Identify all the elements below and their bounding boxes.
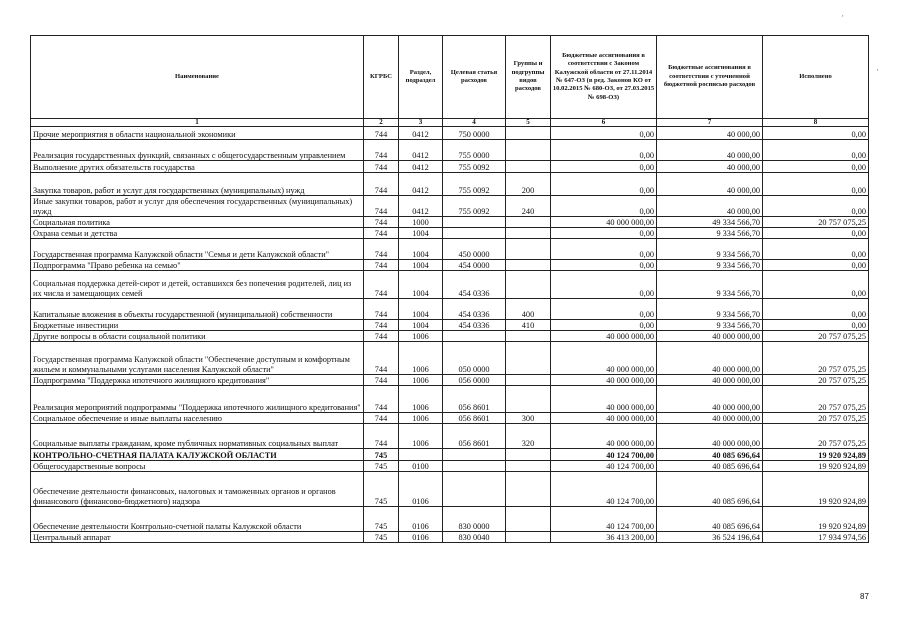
row-section: 1006 bbox=[399, 331, 443, 342]
row-target bbox=[443, 472, 506, 507]
row-refined-amount: 36 524 196,64 bbox=[657, 532, 763, 543]
row-name: Государственная программа Калужской области "Обеспечение доступным и комфортным жильем и коммунальными услугами населения Калужской области" bbox=[31, 342, 364, 375]
row-name: Реализация мероприятий подпрограммы "Поддержка ипотечного жилищного кредитования" bbox=[31, 386, 364, 413]
row-law-amount: 0,00 bbox=[551, 299, 657, 320]
table-row bbox=[31, 342, 869, 375]
row-name: Прочие мероприятия в области национальной экономики bbox=[31, 127, 364, 140]
row-law-amount: 40 000 000,00 bbox=[551, 342, 657, 375]
row-name: Охрана семьи и детства bbox=[31, 228, 364, 239]
row-law-amount: 0,00 bbox=[551, 239, 657, 260]
row-done-amount: 19 920 924,89 bbox=[763, 507, 869, 532]
row-kgrbs: 745 bbox=[364, 461, 399, 472]
row-section: 1006 bbox=[399, 413, 443, 424]
table-row bbox=[31, 413, 869, 424]
row-refined-amount: 40 085 696,64 bbox=[657, 449, 763, 461]
row-law-amount: 0,00 bbox=[551, 127, 657, 140]
budget-table bbox=[30, 35, 869, 543]
row-done-amount: 17 934 974,56 bbox=[763, 532, 869, 543]
row-refined-amount: 9 334 566,70 bbox=[657, 228, 763, 239]
row-groups bbox=[506, 161, 551, 173]
row-target: 755 0092 bbox=[443, 173, 506, 196]
table-row bbox=[31, 472, 869, 507]
row-kgrbs: 744 bbox=[364, 413, 399, 424]
row-kgrbs: 744 bbox=[364, 217, 399, 228]
row-groups bbox=[506, 260, 551, 271]
row-kgrbs: 745 bbox=[364, 449, 399, 461]
row-section bbox=[399, 449, 443, 461]
row-name: Общегосударственные вопросы bbox=[31, 461, 364, 472]
header-refined: Бюджетные ассигнования в соответствии с уточненной бюджетной росписью расходов bbox=[657, 36, 763, 119]
row-law-amount: 0,00 bbox=[551, 228, 657, 239]
row-done-amount: 0,00 bbox=[763, 320, 869, 331]
table-row bbox=[31, 140, 869, 161]
row-section: 1004 bbox=[399, 239, 443, 260]
row-name: Подпрограмма "Поддержка ипотечного жилищного кредитования" bbox=[31, 375, 364, 386]
row-target: 056 8601 bbox=[443, 413, 506, 424]
row-target: 450 0000 bbox=[443, 239, 506, 260]
row-done-amount: 0,00 bbox=[763, 196, 869, 217]
row-name: Реализация государственных функций, связанных с общегосударственным управлением bbox=[31, 140, 364, 161]
row-law-amount: 0,00 bbox=[551, 260, 657, 271]
row-kgrbs: 744 bbox=[364, 342, 399, 375]
row-name: Подпрограмма "Право ребенка на семью" bbox=[31, 260, 364, 271]
row-refined-amount: 40 000,00 bbox=[657, 127, 763, 140]
row-law-amount: 0,00 bbox=[551, 196, 657, 217]
row-law-amount: 0,00 bbox=[551, 140, 657, 161]
row-groups: 200 bbox=[506, 173, 551, 196]
row-groups bbox=[506, 386, 551, 413]
row-done-amount: 19 920 924,89 bbox=[763, 449, 869, 461]
row-kgrbs: 744 bbox=[364, 299, 399, 320]
row-law-amount: 40 000 000,00 bbox=[551, 217, 657, 228]
row-groups bbox=[506, 532, 551, 543]
col-number: 4 bbox=[443, 119, 506, 127]
row-section: 0106 bbox=[399, 472, 443, 507]
row-section: 0412 bbox=[399, 173, 443, 196]
table-row bbox=[31, 320, 869, 331]
row-target: 830 0040 bbox=[443, 532, 506, 543]
row-target: 750 0000 bbox=[443, 127, 506, 140]
row-section: 1006 bbox=[399, 342, 443, 375]
row-law-amount: 0,00 bbox=[551, 271, 657, 299]
row-kgrbs: 744 bbox=[364, 375, 399, 386]
row-done-amount: 20 757 075,25 bbox=[763, 375, 869, 386]
row-groups bbox=[506, 239, 551, 260]
row-refined-amount: 49 334 566,70 bbox=[657, 217, 763, 228]
row-groups: 400 bbox=[506, 299, 551, 320]
row-refined-amount: 9 334 566,70 bbox=[657, 320, 763, 331]
row-target: 454 0000 bbox=[443, 260, 506, 271]
row-refined-amount: 9 334 566,70 bbox=[657, 271, 763, 299]
row-done-amount: 20 757 075,25 bbox=[763, 386, 869, 413]
row-section: 1006 bbox=[399, 375, 443, 386]
row-kgrbs: 745 bbox=[364, 472, 399, 507]
scan-mark: ' bbox=[877, 68, 879, 77]
row-target: 056 0000 bbox=[443, 375, 506, 386]
row-kgrbs: 744 bbox=[364, 196, 399, 217]
row-refined-amount: 40 000 000,00 bbox=[657, 413, 763, 424]
row-target bbox=[443, 461, 506, 472]
row-done-amount: 20 757 075,25 bbox=[763, 424, 869, 449]
row-name: Закупка товаров, работ и услуг для государственных (муниципальных) нужд bbox=[31, 173, 364, 196]
row-done-amount: 0,00 bbox=[763, 228, 869, 239]
row-groups bbox=[506, 331, 551, 342]
row-groups: 410 bbox=[506, 320, 551, 331]
row-name: Государственная программа Калужской области "Семья и дети Калужской области" bbox=[31, 239, 364, 260]
row-name: КОНТРОЛЬНО-СЧЕТНАЯ ПАЛАТА КАЛУЖСКОЙ ОБЛАСТИ bbox=[31, 449, 364, 461]
row-done-amount: 20 757 075,25 bbox=[763, 413, 869, 424]
header-law: Бюджетные ассигнования в соответствии с Законом Калужской области от 27.11.2014 № 647-ОЗ (в ред. Законов КО от 10.02.2015 № 680-ОЗ, от 27.03.2015 № 698-ОЗ) bbox=[551, 36, 657, 119]
row-kgrbs: 744 bbox=[364, 173, 399, 196]
row-done-amount: 0,00 bbox=[763, 239, 869, 260]
header-section: Раздел, подраздел bbox=[399, 36, 443, 119]
table-row bbox=[31, 449, 869, 461]
header-target: Целевая статья расходов bbox=[443, 36, 506, 119]
row-target: 454 0336 bbox=[443, 320, 506, 331]
row-target: 056 8601 bbox=[443, 386, 506, 413]
col-number: 8 bbox=[763, 119, 869, 127]
row-groups bbox=[506, 449, 551, 461]
row-name: Социальные выплаты гражданам, кроме публичных нормативных социальных выплат bbox=[31, 424, 364, 449]
row-refined-amount: 40 085 696,64 bbox=[657, 472, 763, 507]
row-section: 1004 bbox=[399, 260, 443, 271]
row-refined-amount: 40 000,00 bbox=[657, 161, 763, 173]
row-kgrbs: 745 bbox=[364, 507, 399, 532]
row-law-amount: 40 124 700,00 bbox=[551, 472, 657, 507]
row-law-amount: 0,00 bbox=[551, 173, 657, 196]
row-refined-amount: 9 334 566,70 bbox=[657, 260, 763, 271]
row-name: Другие вопросы в области социальной политики bbox=[31, 331, 364, 342]
header-kgrbs: КГРБС bbox=[364, 36, 399, 119]
row-groups: 240 bbox=[506, 196, 551, 217]
row-name: Обеспечение деятельности финансовых, налоговых и таможенных органов и органов финансового (финансово-бюджетного) надзора bbox=[31, 472, 364, 507]
row-section: 1004 bbox=[399, 320, 443, 331]
row-groups: 320 bbox=[506, 424, 551, 449]
column-numbers-row bbox=[31, 119, 869, 127]
row-groups bbox=[506, 342, 551, 375]
row-done-amount: 0,00 bbox=[763, 260, 869, 271]
row-target bbox=[443, 217, 506, 228]
row-law-amount: 40 124 700,00 bbox=[551, 461, 657, 472]
row-refined-amount: 9 334 566,70 bbox=[657, 239, 763, 260]
row-kgrbs: 744 bbox=[364, 320, 399, 331]
row-done-amount: 20 757 075,25 bbox=[763, 217, 869, 228]
row-section: 1004 bbox=[399, 271, 443, 299]
row-law-amount: 40 000 000,00 bbox=[551, 331, 657, 342]
row-groups: 300 bbox=[506, 413, 551, 424]
table-row bbox=[31, 424, 869, 449]
row-refined-amount: 40 000 000,00 bbox=[657, 331, 763, 342]
row-done-amount: 0,00 bbox=[763, 140, 869, 161]
row-done-amount: 19 920 924,89 bbox=[763, 472, 869, 507]
row-done-amount: 20 757 075,25 bbox=[763, 331, 869, 342]
row-name: Выполнение других обязательств государства bbox=[31, 161, 364, 173]
row-refined-amount: 40 000 000,00 bbox=[657, 342, 763, 375]
table-row bbox=[31, 239, 869, 260]
row-section: 1006 bbox=[399, 386, 443, 413]
row-groups bbox=[506, 375, 551, 386]
row-kgrbs: 744 bbox=[364, 331, 399, 342]
header-name: Наименование bbox=[31, 36, 364, 119]
row-refined-amount: 40 000 000,00 bbox=[657, 375, 763, 386]
row-target bbox=[443, 331, 506, 342]
row-refined-amount: 40 000,00 bbox=[657, 140, 763, 161]
table-row bbox=[31, 228, 869, 239]
row-name: Социальная политика bbox=[31, 217, 364, 228]
row-done-amount: 0,00 bbox=[763, 299, 869, 320]
row-groups bbox=[506, 217, 551, 228]
table-row bbox=[31, 299, 869, 320]
row-kgrbs: 744 bbox=[364, 260, 399, 271]
table-row bbox=[31, 260, 869, 271]
table-row bbox=[31, 507, 869, 532]
row-kgrbs: 744 bbox=[364, 140, 399, 161]
table-row bbox=[31, 127, 869, 140]
row-law-amount: 40 000 000,00 bbox=[551, 413, 657, 424]
row-refined-amount: 40 085 696,64 bbox=[657, 461, 763, 472]
row-section: 0412 bbox=[399, 196, 443, 217]
row-section: 1006 bbox=[399, 424, 443, 449]
row-name: Социальное обеспечение и иные выплаты населению bbox=[31, 413, 364, 424]
row-kgrbs: 744 bbox=[364, 386, 399, 413]
row-law-amount: 0,00 bbox=[551, 161, 657, 173]
table-row bbox=[31, 217, 869, 228]
scan-mark: ' bbox=[842, 14, 844, 23]
row-section: 0412 bbox=[399, 127, 443, 140]
row-refined-amount: 40 000 000,00 bbox=[657, 386, 763, 413]
row-groups bbox=[506, 461, 551, 472]
row-kgrbs: 744 bbox=[364, 127, 399, 140]
row-refined-amount: 40 000 000,00 bbox=[657, 424, 763, 449]
row-law-amount: 40 000 000,00 bbox=[551, 375, 657, 386]
row-groups bbox=[506, 271, 551, 299]
page-number: 87 bbox=[860, 592, 869, 601]
table-row bbox=[31, 532, 869, 543]
row-kgrbs: 744 bbox=[364, 424, 399, 449]
row-law-amount: 40 124 700,00 bbox=[551, 449, 657, 461]
col-number: 6 bbox=[551, 119, 657, 127]
row-target: 830 0000 bbox=[443, 507, 506, 532]
row-target bbox=[443, 449, 506, 461]
row-target: 755 0092 bbox=[443, 161, 506, 173]
row-done-amount: 0,00 bbox=[763, 271, 869, 299]
table-row bbox=[31, 375, 869, 386]
row-name: Обеспечение деятельности Контрольно-счетной палаты Калужской области bbox=[31, 507, 364, 532]
row-groups bbox=[506, 507, 551, 532]
row-groups bbox=[506, 472, 551, 507]
row-target: 050 0000 bbox=[443, 342, 506, 375]
row-done-amount: 0,00 bbox=[763, 127, 869, 140]
row-name: Социальная поддержка детей-сирот и детей, оставшихся без попечения родителей, лиц из их числа и замещающих семей bbox=[31, 271, 364, 299]
row-groups bbox=[506, 140, 551, 161]
row-law-amount: 36 413 200,00 bbox=[551, 532, 657, 543]
header-groups: Группы и подгруппы видов расходов bbox=[506, 36, 551, 119]
table-row bbox=[31, 271, 869, 299]
table-row bbox=[31, 161, 869, 173]
row-done-amount: 0,00 bbox=[763, 161, 869, 173]
col-number: 7 bbox=[657, 119, 763, 127]
col-number: 2 bbox=[364, 119, 399, 127]
row-section: 0412 bbox=[399, 140, 443, 161]
row-refined-amount: 40 000,00 bbox=[657, 173, 763, 196]
row-section: 1000 bbox=[399, 217, 443, 228]
row-kgrbs: 744 bbox=[364, 228, 399, 239]
header-done: Исполнено bbox=[763, 36, 869, 119]
table-row bbox=[31, 331, 869, 342]
row-target bbox=[443, 228, 506, 239]
row-kgrbs: 744 bbox=[364, 271, 399, 299]
col-number: 1 bbox=[31, 119, 364, 127]
row-done-amount: 20 757 075,25 bbox=[763, 342, 869, 375]
row-law-amount: 40 000 000,00 bbox=[551, 424, 657, 449]
row-kgrbs: 744 bbox=[364, 239, 399, 260]
row-section: 0100 bbox=[399, 461, 443, 472]
col-number: 5 bbox=[506, 119, 551, 127]
row-kgrbs: 745 bbox=[364, 532, 399, 543]
row-name: Бюджетные инвестиции bbox=[31, 320, 364, 331]
row-section: 0106 bbox=[399, 532, 443, 543]
row-law-amount: 40 124 700,00 bbox=[551, 507, 657, 532]
row-target: 755 0000 bbox=[443, 140, 506, 161]
row-refined-amount: 40 000,00 bbox=[657, 196, 763, 217]
row-target: 755 0092 bbox=[443, 196, 506, 217]
row-done-amount: 19 920 924,89 bbox=[763, 461, 869, 472]
row-section: 0412 bbox=[399, 161, 443, 173]
table-row bbox=[31, 173, 869, 196]
table-row bbox=[31, 386, 869, 413]
table-row bbox=[31, 461, 869, 472]
row-name: Иные закупки товаров, работ и услуг для обеспечения государственных (муниципальных) нужд bbox=[31, 196, 364, 217]
row-target: 056 8601 bbox=[443, 424, 506, 449]
row-law-amount: 0,00 bbox=[551, 320, 657, 331]
row-law-amount: 40 000 000,00 bbox=[551, 386, 657, 413]
row-kgrbs: 744 bbox=[364, 161, 399, 173]
table-row bbox=[31, 196, 869, 217]
row-done-amount: 0,00 bbox=[763, 173, 869, 196]
row-groups bbox=[506, 228, 551, 239]
row-target: 454 0336 bbox=[443, 299, 506, 320]
row-refined-amount: 40 085 696,64 bbox=[657, 507, 763, 532]
row-section: 0106 bbox=[399, 507, 443, 532]
row-name: Капитальные вложения в объекты государственной (муниципальной) собственности bbox=[31, 299, 364, 320]
header-row bbox=[31, 36, 869, 119]
row-section: 1004 bbox=[399, 228, 443, 239]
row-name: Центральный аппарат bbox=[31, 532, 364, 543]
row-refined-amount: 9 334 566,70 bbox=[657, 299, 763, 320]
row-target: 454 0336 bbox=[443, 271, 506, 299]
col-number: 3 bbox=[399, 119, 443, 127]
row-section: 1004 bbox=[399, 299, 443, 320]
row-groups bbox=[506, 127, 551, 140]
